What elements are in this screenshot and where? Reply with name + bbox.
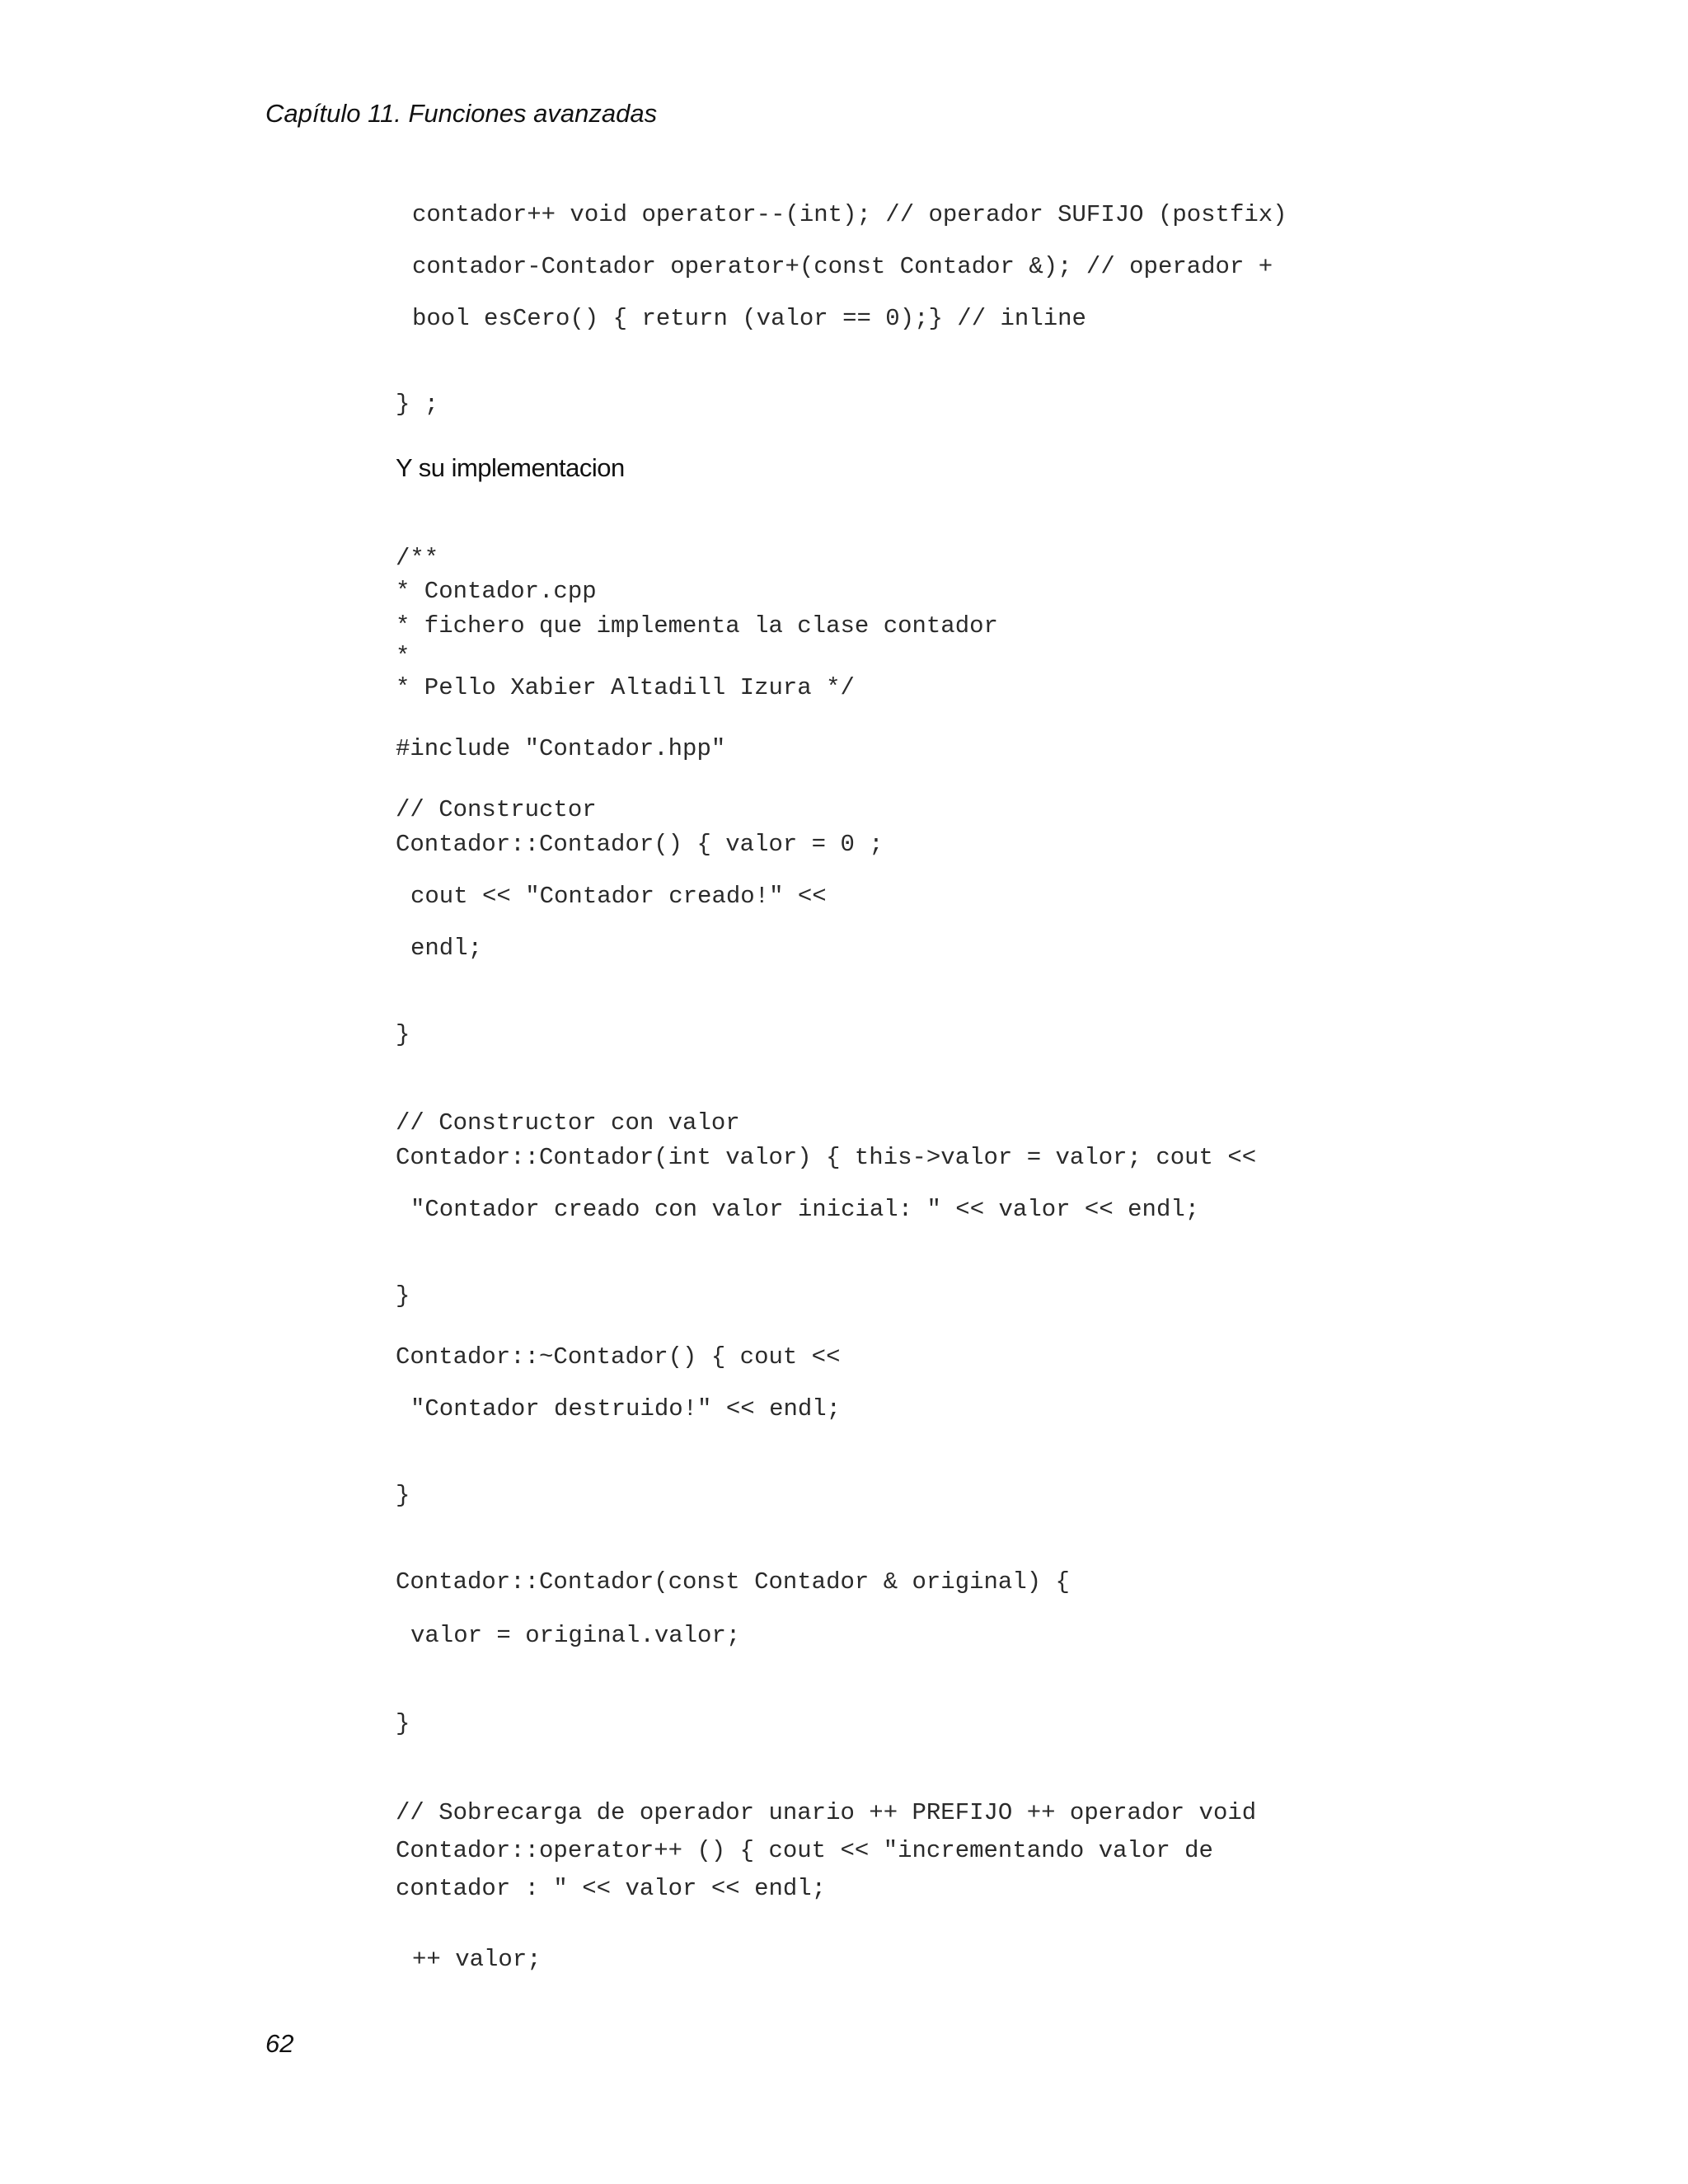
code-line: /** (396, 545, 439, 572)
code-line: } (396, 1710, 410, 1737)
code-line: } (396, 1021, 410, 1048)
code-line: // Constructor con valor (396, 1109, 740, 1137)
code-line: Contador::~Contador() { cout << (396, 1343, 841, 1371)
code-line: } (396, 1482, 410, 1509)
code-line: * (396, 643, 410, 670)
code-line: } (396, 1282, 410, 1310)
code-line: "Contador creado con valor inicial: " << valor << endl; (410, 1196, 1200, 1223)
code-line: // Sobrecarga de operador unario ++ PREFIJO ++ operador void (396, 1799, 1257, 1826)
code-line: #include "Contador.hpp" (396, 735, 726, 762)
section-text: Y su implementacion (396, 453, 625, 482)
code-line: bool esCero() { return (valor == 0);} // inline (412, 305, 1086, 332)
code-line: * Pello Xabier Altadill Izura */ (396, 674, 855, 701)
code-line: cout << "Contador creado!" << (410, 883, 827, 910)
code-line: // Constructor (396, 796, 597, 823)
code-line: } ; (396, 391, 439, 418)
code-line: Contador::Contador() { valor = 0 ; (396, 831, 884, 858)
code-line: "Contador destruido!" << endl; (410, 1395, 842, 1422)
code-line: endl; (410, 935, 483, 962)
page-number: 62 (265, 2029, 294, 2058)
code-line: valor = original.valor; (410, 1622, 741, 1649)
chapter-header: Capítulo 11. Funciones avanzadas (265, 99, 658, 128)
code-line: contador : " << valor << endl; (396, 1875, 827, 1902)
code-line: contador-Contador operator+(const Contador &); // operador + (412, 253, 1273, 280)
code-line: * fichero que implementa la clase contador (396, 612, 998, 640)
code-line: Contador::Contador(int valor) { this->valor = valor; cout << (396, 1144, 1257, 1171)
code-line: Contador::operator++ () { cout << "incrementando valor de (396, 1837, 1213, 1864)
code-line: ++ valor; (412, 1946, 542, 1973)
code-line: * Contador.cpp (396, 578, 597, 605)
code-line: Contador::Contador(const Contador & original) { (396, 1568, 1070, 1596)
code-line: contador++ void operator--(int); // operador SUFIJO (postfix) (412, 201, 1287, 228)
